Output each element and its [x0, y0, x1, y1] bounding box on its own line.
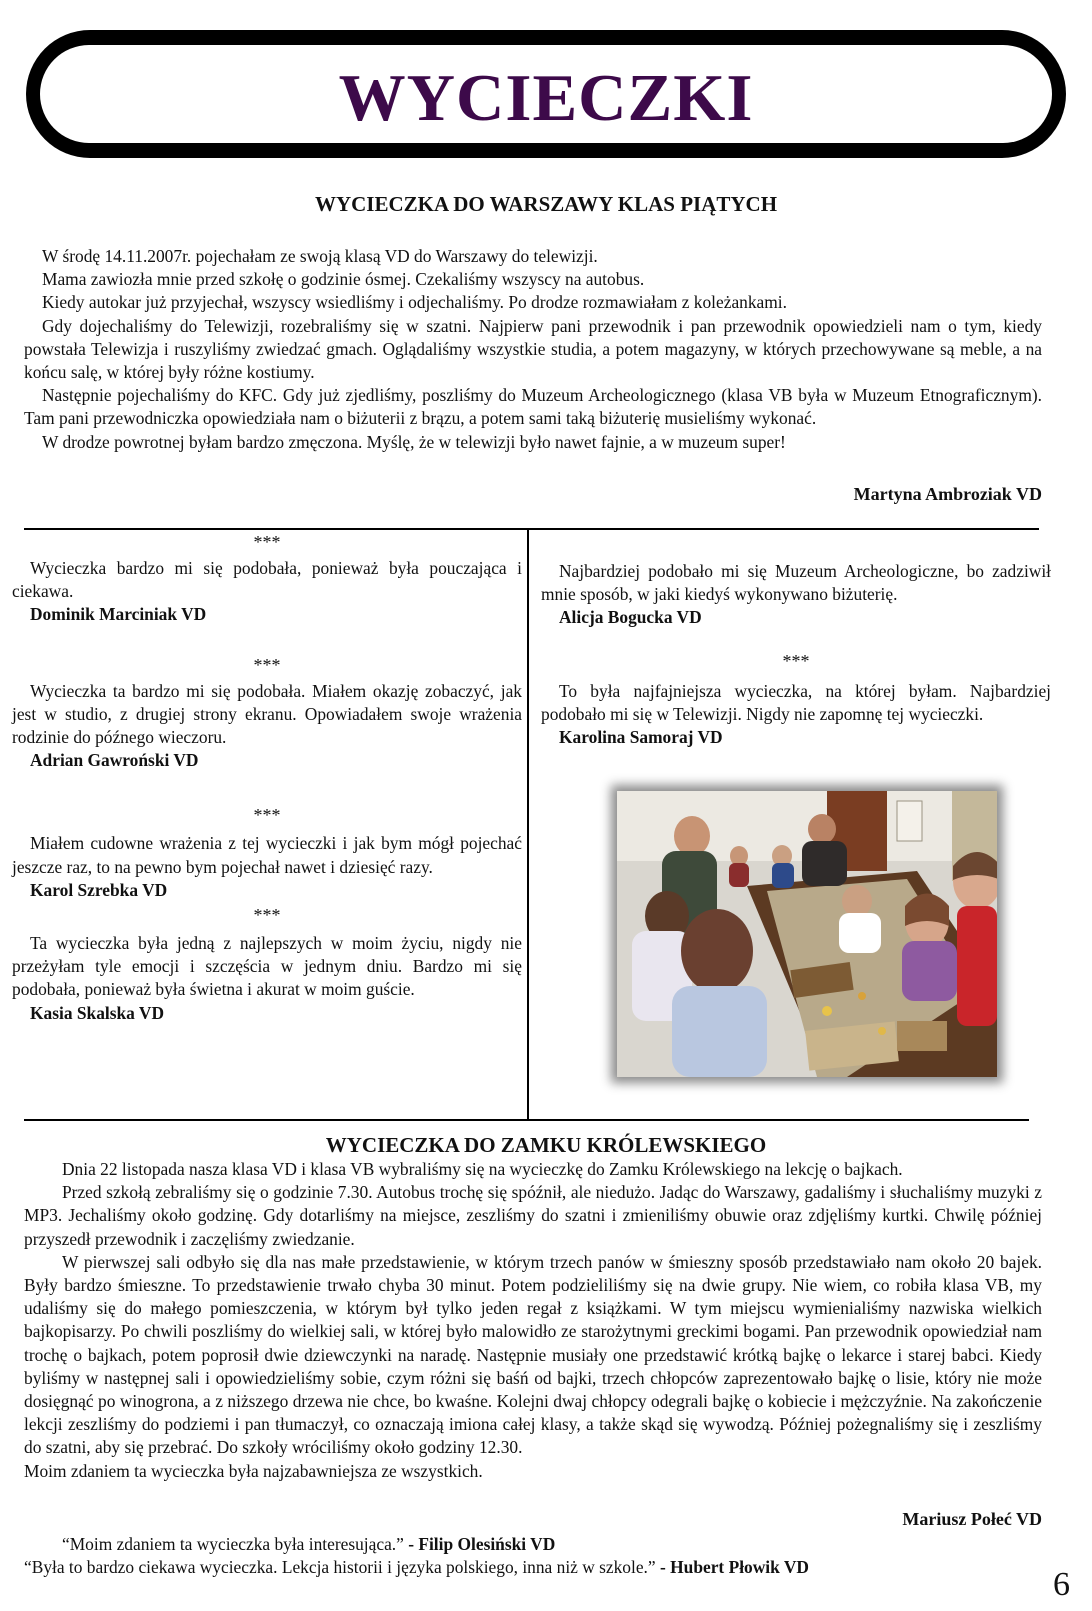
opinion-text: Ta wycieczka była jedną z najlepszych w moim życiu, nigdy nie przeżyłam tyle emocji i szczęścia w jednym dniu. Bardzo mi się podobała, ponieważ była świetna i akurat w moim guście.: [12, 933, 522, 1000]
opinion-text: To była najfajniejsza wycieczka, na której byłam. Najbardziej podobało mi się w Telewizji. Nigdy nie zapomnę tej wycieczki.: [541, 680, 1051, 724]
paragraph: W pierwszej sali odbyło się dla nas małe przedstawienie, w którym trzech panów w śmieszny sposób przedstawiało nam około 20 bajek. Były bardzo śmieszne. To przedstawienie trwało chyba 30 minut. Potem podzieliliśmy się na dwie grupy. Nie wiem, co robiła klasa VB, my udaliśmy się do małego pomieszczenia, w którym był tylko jeden regał z książkami. W tym miejscu wymienialiśmy nazwiska wielkich bajkopisarzy. Po chwili poszliśmy do wielkiej sali, w której było malowidło ze starożytnymi greckimi bogami. Pan przewodnik opowiedział nam trochę o bajkach, potem poprosił dwie dziewczynki na naradę. Następnie musiały one przedstawić krótką bajkę o lekarce i starej babci. Kiedy byliśmy w następnej sali i opowiedzieliśmy sobie, czym różni się baśń od bajki, trzech chłopców zaprezentowało bajkę o lisie, który nie może dosięgnąć po winogrona, a z niższego drzewa nie chce, bo kwaśne. Kolejni dwaj chłopcy odegrali bajkę o kobiecie i mężczyźnie. Na zakończenie lekcji zeszliśmy do podziemi i pan tłumaczył, co oznaczają imiona całej klasy, a także skąd się wywodzą. Później pożegnaliśmy się i zeszliśmy do szatni, aby się przebrać. Do szkoły wróciliśmy około godziny 12.30.: [24, 1251, 1042, 1458]
paragraph: Przed szkołą zebraliśmy się o godzinie 7.30. Autobus trochę się spóźnił, ale niedużo. Jadąc do Warszawy, gadaliśmy i słuchaliśmy muzyki z MP3. Jechaliśmy około godzinę. Gdy dotarliśmy na miejsce, zeszliśmy do szatni i zmieniliśmy obuwie oraz zdjęliśmy kurtki. Chwilę później przyszedł przewodnik i zaczęliśmy zwiedzanie.: [24, 1182, 1042, 1249]
author-signature: Mariusz Połeć VD: [902, 1509, 1042, 1529]
paragraph: Kiedy autokar już przyjechał, wszyscy wsiedliśmy i odjechaliśmy. Po drodze rozmawiałam z koleżankami.: [42, 292, 787, 313]
workshop-photo: [617, 791, 997, 1077]
separator-stars: ***: [782, 650, 810, 671]
page-title: WYCIECZKI: [338, 61, 754, 135]
paragraph: W środę 14.11.2007r. pojechałam ze swoją klasą VD do Warszawy do telewizji.: [42, 246, 598, 266]
section-heading-zamek: WYCIECZKA DO ZAMKU KRÓLEWSKIEGO: [325, 1133, 767, 1157]
quotes: [24, 1533, 1054, 1579]
opinion-text: Najbardziej podobało mi się Muzeum Archeologiczne, bo zadziwił mnie sposób, w jaki kiedyś wykonywano biżuterię.: [541, 561, 1051, 605]
quote-author: - Hubert Płowik VD: [659, 1557, 809, 1578]
separator-stars: ***: [253, 654, 281, 675]
divider-line: [24, 1119, 1029, 1121]
quote-author: - Filip Olesiński VD: [408, 1534, 556, 1554]
separator-stars: ***: [253, 805, 281, 826]
zamek-article: [24, 1158, 1042, 1483]
paragraph: Gdy dojechaliśmy do Telewizji, rozebraliśmy się w szatni. Najpierw pani przewodnik i pan przewodnik opowiedzieli nam o tym, kiedy powstała Telewizja i ruszyliśmy zwiedzać gmach. Oglądaliśmy wszystkie studia, a potem magazyny, w których przechowywane są meble, a na końcu salę, w której były różne kostiumy.: [24, 315, 1042, 383]
opinion-author: Karol Szrebka VD: [30, 879, 168, 900]
divider-line: [24, 528, 1039, 530]
quote-line: [24, 1533, 1054, 1556]
warszawa-article: [24, 245, 1042, 454]
opinion-author: Alicja Bogucka VD: [559, 607, 702, 628]
separator-stars: ***: [253, 532, 281, 552]
paragraph: Mama zawiozła mnie przed szkołę o godzinie ósmej. Czekaliśmy wszyscy na autobus.: [42, 269, 645, 290]
column-divider: [527, 528, 529, 1120]
paragraph: Następnie pojechaliśmy do KFC. Gdy już zjedliśmy, poszliśmy do Muzeum Archeologicznego (klasa VB była w Muzeum Etnograficznym). Tam pani przewodniczka opowiedziała nam o biżuterii z brązu, a potem sami taką biżuterię musieliśmy wykonać.: [24, 385, 1042, 429]
opinion-text: Miałem cudowne wrażenia z tej wycieczki i jak bym mógł pojechać jeszcze raz, to na pewno bym pojechał nawet i dziesięć razy.: [12, 833, 522, 877]
separator-stars: ***: [253, 905, 281, 926]
section-heading-warszawa: WYCIECZKA DO WARSZAWY KLAS PIĄTYCH: [314, 192, 778, 216]
closing-sentence: Moim zdaniem ta wycieczka była najzabawniejsza ze wszystkich.: [24, 1460, 483, 1481]
page-number: 6: [1053, 1566, 1070, 1603]
author-signature: Martyna Ambroziak VD: [853, 484, 1042, 504]
quote-text: “Moim zdaniem ta wycieczka była interesująca.”: [62, 1534, 404, 1554]
opinion-text: Wycieczka ta bardzo mi się podobała. Miałem okazję zobaczyć, jak jest w studio, z drugiej strony ekranu. Opowiadałem swoje wrażenia rodzinie do późnego wieczoru.: [12, 680, 522, 748]
quote-line: [24, 1556, 1054, 1579]
opinion-author: Karolina Samoraj VD: [559, 727, 723, 748]
opinion-author: Kasia Skalska VD: [30, 1002, 165, 1023]
quote-text: “Była to bardzo ciekawa wycieczka. Lekcja historii i języka polskiego, inna niż w szkole.”: [24, 1557, 656, 1578]
opinion-text: Wycieczka bardzo mi się podobała, ponieważ była pouczająca i ciekawa.: [12, 558, 522, 602]
opinion-author: Adrian Gawroński VD: [30, 750, 199, 771]
paragraph: Dnia 22 listopada nasza klasa VD i klasa VB wybraliśmy się na wycieczkę do Zamku Królewskiego na lekcję o bajkach.: [62, 1159, 903, 1179]
opinion-author: Dominik Marciniak VD: [30, 604, 207, 625]
left-opinions: [12, 531, 522, 1025]
right-opinions: [541, 560, 1051, 749]
paragraph: W drodze powrotnej byłam bardzo zmęczona. Myślę, że w telewizji było nawet fajnie, a w muzeum super!: [42, 431, 786, 452]
workshop-photo-illustration: [617, 791, 997, 1077]
